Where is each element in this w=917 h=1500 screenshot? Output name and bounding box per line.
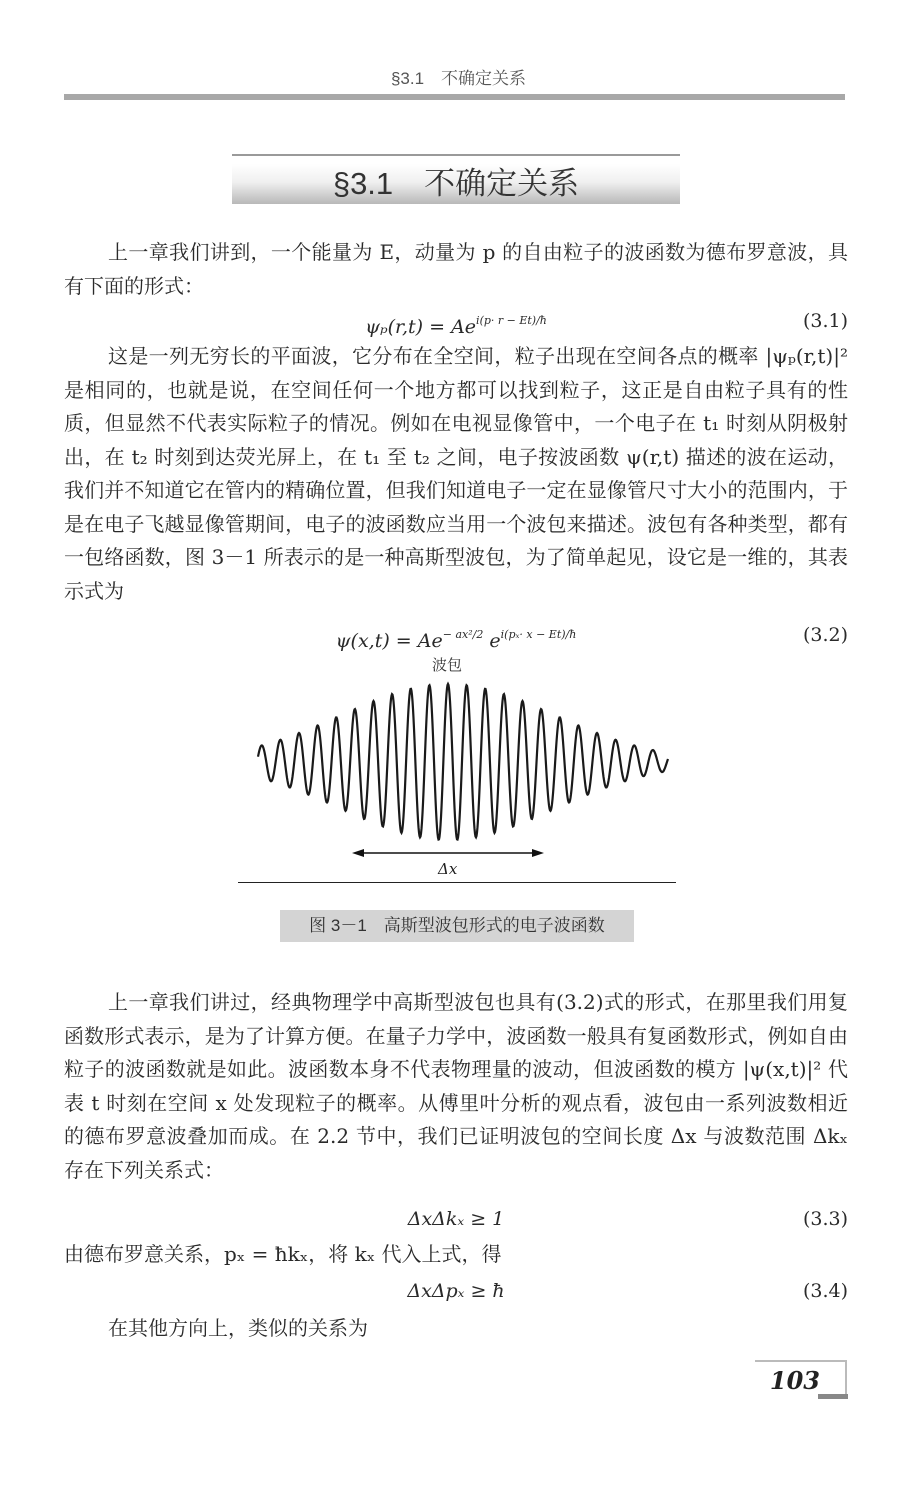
equation-3-1-lhs: ψₚ(r,t) = Ae	[365, 316, 477, 338]
equation-3-3-number: (3.3)	[802, 1208, 848, 1230]
page-number: 103	[769, 1366, 820, 1395]
paragraph-2: 这是一列无穷长的平面波，它分布在全空间，粒子出现在空间各点的概率 |ψₚ(r,t)|² 是相同的，也就是说，在空间任何一个地方都可以找到粒子，这正是自由粒子具有的性质，但显然不代表实际粒子的情况。例如在电视显像管中，一个电子在 t₁ 时刻从阴极射出，在 t₂ 时刻到达荧光屏上，在 t₁ 至 t₂ 之间，电子按波函数 ψ(r,t) 描述的波在运动，我们并不知道它在管内的精确位置，但我们知道电子一定在显像管尺寸大小的范围内，于是在电子飞越显像管期间，电子的波函数应当用一个波包来描述。波包有各种类型，都有一包络函数，图 3－1 所表示的是一种高斯型波包，为了简单起见，设它是一维的，其表示式为	[64, 344, 848, 603]
equation-3-1	[64, 308, 848, 338]
running-head: §3.1 不确定关系	[390, 69, 527, 88]
figure-caption: 图 3－1 高斯型波包形式的电子波函数	[280, 910, 634, 942]
figure-label-wave-packet: 波包	[432, 657, 463, 674]
equation-3-2	[64, 622, 848, 652]
paragraph-3: 上一章我们讲过，经典物理学中高斯型波包也具有(3.2)式的形式，在那里我们用复函数形式表示，是为了计算方便。在量子力学中，波函数一般具有复函数形式，例如自由粒子的波函数就是如此。波函数本身不代表物理量的波动，但波函数的模方 |ψ(x,t)|² 代表 t 时刻在空间 x 处发现粒子的概率。从傅里叶分析的观点看，波包由一系列波数相近的德布罗意波叠加而成。在 2.2 节中，我们已证明波包的空间长度 Δx 与波数范围 Δkₓ 存在下列关系式：	[64, 990, 848, 1182]
page-number-frame-top	[755, 1360, 847, 1362]
page-number-frame-bottom	[818, 1394, 848, 1399]
equation-3-2-exponent-2: i(pₓ· x − Et)/ħ	[500, 628, 577, 641]
banner-top-line	[232, 154, 680, 156]
section-title: §3.1 不确定关系	[332, 166, 580, 201]
equation-3-4-number: (3.4)	[802, 1280, 848, 1302]
wave-packet-plot	[238, 652, 676, 886]
paragraph-4: 由德布罗意关系，pₓ = ħkₓ，将 kₓ 代入上式，得	[64, 1242, 502, 1266]
section-banner	[232, 154, 680, 204]
equation-3-3	[64, 1206, 848, 1232]
equation-3-4	[64, 1278, 848, 1304]
equation-3-2-lhs: ψ(x,t) = Ae	[335, 630, 443, 652]
equation-3-1-number: (3.1)	[802, 310, 848, 332]
equation-3-1-exponent: i(p· r − Et)/ħ	[476, 314, 547, 327]
figure-3-1	[238, 652, 676, 886]
equation-3-2-e: e	[489, 630, 501, 652]
figure-bottom-rule	[238, 882, 676, 883]
equation-3-4-formula: ΔxΔpₓ ≥ ħ	[407, 1280, 505, 1302]
equation-3-2-exponent-1: − ax²/2	[442, 628, 484, 641]
wave-packet-curve	[258, 684, 668, 840]
equation-3-3-formula: ΔxΔkₓ ≥ 1	[407, 1208, 505, 1230]
delta-x-arrowhead-right	[532, 849, 544, 857]
figure-label-delta-x: Δx	[438, 860, 458, 878]
paragraph-1: 上一章我们讲到，一个能量为 E，动量为 p 的自由粒子的波函数为德布罗意波，具有下面的形式：	[64, 240, 848, 298]
header-rule	[64, 94, 845, 100]
equation-3-2-number: (3.2)	[802, 624, 848, 646]
delta-x-arrowhead-left	[352, 849, 364, 857]
paragraph-5: 在其他方向上，类似的关系为	[108, 1316, 368, 1340]
page-number-frame-right	[845, 1360, 847, 1396]
